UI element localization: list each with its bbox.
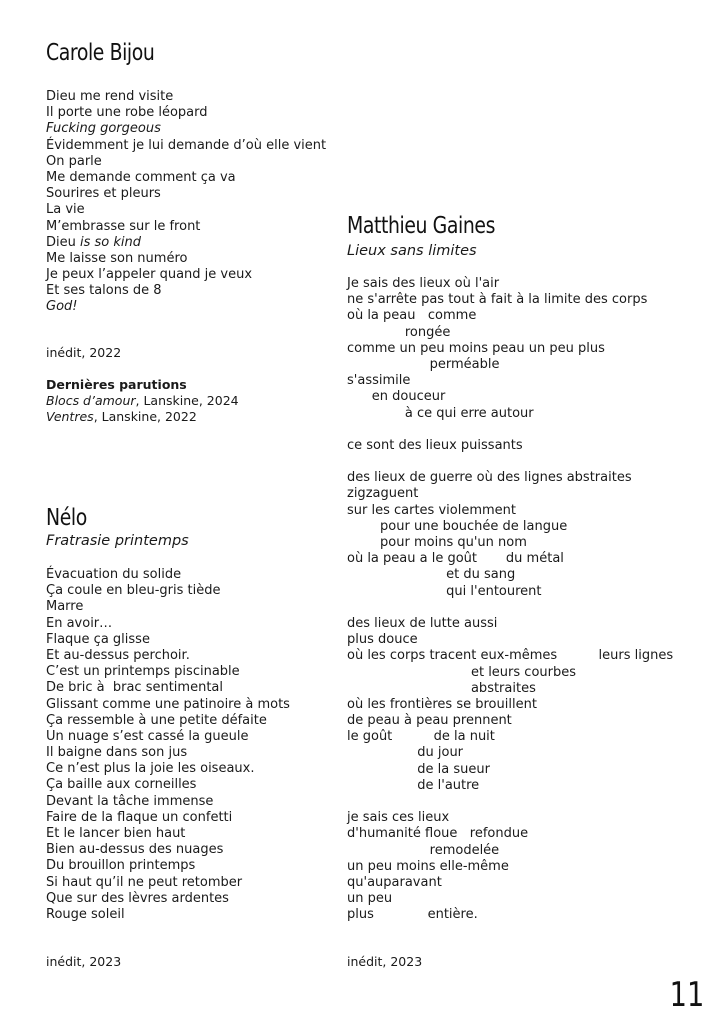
- poem-carole-lines: [46, 89, 326, 316]
- poem-line: De bric à brac sentimental: [46, 680, 223, 696]
- poem-line: Ça ressemble à une petite défaite: [46, 712, 267, 728]
- poem-line: de peau à peau prennent: [347, 713, 512, 729]
- poem-line: Dieu me rend visite: [46, 89, 174, 104]
- author-nelo: Nélo: [46, 505, 87, 531]
- poem-line: Du brouillon printemps: [46, 858, 196, 874]
- poem-line: un peu moins elle-même: [347, 858, 509, 874]
- poem-line: Glissant comme une patinoire à mots: [46, 696, 290, 712]
- poem-line: de l'autre: [347, 777, 480, 793]
- poem-line: God!: [46, 299, 78, 315]
- poem-line: Me demande comment ça va: [46, 169, 236, 185]
- recent-publications: [46, 377, 239, 425]
- poem-line: le goût de la nuit: [347, 729, 495, 745]
- poem-line: Dieu is so kind: [46, 234, 142, 250]
- poem-line: On parle: [46, 153, 102, 169]
- author-matthieu-gaines: Matthieu Gaines: [347, 213, 496, 239]
- poem-line: Je peux l’appeler quand je veux: [46, 267, 253, 283]
- poem-line: plus entière.: [347, 907, 478, 923]
- publication-2: Ventres, Lanskine, 2022: [46, 409, 197, 424]
- nelo-note: inédit, 2023: [46, 954, 122, 969]
- poem-line: où les frontières se brouillent: [347, 696, 537, 712]
- poem-line: sur les cartes violemment: [347, 502, 516, 518]
- poem-line: Faire de la flaque un confetti: [46, 809, 233, 825]
- poem-line: s'assimile: [347, 373, 411, 389]
- poem-line: un peu: [347, 891, 393, 907]
- poem-line: zigzaguent: [347, 486, 419, 502]
- poem-line: Et ses talons de 8: [46, 283, 162, 299]
- poem-line: qui l'entourent: [347, 583, 542, 599]
- matthieu-note: inédit, 2023: [347, 954, 423, 969]
- poem-line: où la peau comme: [347, 308, 477, 324]
- publication-1: Blocs d’amour, Lanskine, 2024: [46, 393, 239, 408]
- poem-line: je sais ces lieux: [347, 810, 450, 826]
- author-carole-bijou: Carole Bijou: [46, 40, 155, 66]
- stanza-break: [347, 422, 673, 438]
- poem-line: comme un peu moins peau un peu plus: [347, 340, 605, 356]
- poem-line: plus douce: [347, 632, 418, 648]
- poem-line: Rouge soleil: [46, 906, 125, 922]
- poem-line: abstraites: [347, 680, 536, 696]
- poem-line: Évacuation du solide: [46, 567, 182, 582]
- poem-line: La vie: [46, 202, 85, 218]
- poem-line: En avoir…: [46, 615, 113, 631]
- poem-line: Devant la tâche immense: [46, 793, 214, 809]
- stanza-break: [347, 794, 673, 810]
- poem-line: des lieux de guerre où des lignes abstraites: [347, 470, 632, 486]
- poem-line: qu'auparavant: [347, 874, 442, 890]
- poem-line: pour une bouchée de langue: [347, 518, 568, 534]
- poem-line: d'humanité floue refondue: [347, 826, 529, 842]
- poem-line: du jour: [347, 745, 464, 761]
- poem-title-matthieu: Lieux sans limites: [347, 243, 477, 259]
- stanza-break: [347, 454, 673, 470]
- poem-line: Et le lancer bien haut: [46, 826, 186, 841]
- poem-line: Ce n’est plus la joie les oiseaux.: [46, 761, 255, 777]
- poem-line: Et au-dessus perchoir.: [46, 647, 190, 663]
- stanza-break: [347, 600, 673, 616]
- poem-line: ne s'arrête pas tout à fait à la limite des corps: [347, 292, 648, 308]
- poem-line: Fucking gorgeous: [46, 121, 161, 137]
- poem-line: Sourires et pleurs: [46, 186, 161, 202]
- poem-line: M’embrasse sur le front: [46, 218, 201, 234]
- poem-line: Marre: [46, 599, 84, 615]
- poem-line: Ça baille aux corneilles: [46, 777, 197, 793]
- poem-line: Flaque ça glisse: [46, 631, 150, 647]
- poem-line: Il baigne dans son jus: [46, 745, 188, 761]
- poem-line: ce sont des lieux puissants: [347, 437, 523, 453]
- poem-line: Me laisse son numéro: [46, 250, 188, 266]
- poem-line: Que sur des lèvres ardentes: [46, 890, 229, 906]
- poem-line: et leurs courbes: [347, 664, 577, 680]
- poem-line: Ça coule en bleu-gris tiède: [46, 583, 221, 599]
- poem-nelo-lines: [46, 567, 290, 923]
- poem-title-nelo: Fratrasie printemps: [46, 533, 189, 549]
- poem-line: Je sais des lieux où l'air: [347, 276, 500, 291]
- poem-line: en douceur: [347, 389, 446, 405]
- poem-line: C’est un printemps piscinable: [46, 664, 240, 680]
- poem-line: Évidemment je lui demande d’où elle vient: [46, 137, 327, 153]
- poem-line: à ce qui erre autour: [347, 405, 534, 421]
- poem-line: où les corps tracent eux-mêmes leurs lignes: [347, 648, 674, 664]
- poem-line: perméable: [347, 356, 500, 372]
- poem-line: remodelée: [347, 842, 500, 858]
- poem-line: de la sueur: [347, 761, 490, 777]
- poem-line: rongée: [347, 324, 451, 340]
- poem-line: Un nuage s’est cassé la gueule: [46, 728, 249, 744]
- poem-line: où la peau a le goût du métal: [347, 551, 564, 567]
- poem-line: des lieux de lutte aussi: [347, 615, 498, 631]
- poem-matthieu-lines: [347, 276, 673, 924]
- carole-note: inédit, 2022: [46, 345, 122, 360]
- poem-line: Il porte une robe léopard: [46, 105, 208, 121]
- poem-line: et du sang: [347, 567, 516, 583]
- publications-heading: Dernières parutions: [46, 377, 187, 392]
- page-number: 11: [669, 975, 704, 1015]
- poem-line: pour moins qu'un nom: [347, 535, 527, 550]
- poem-line: Si haut qu’il ne peut retomber: [46, 874, 243, 890]
- poem-line: Bien au-dessus des nuages: [46, 842, 224, 858]
